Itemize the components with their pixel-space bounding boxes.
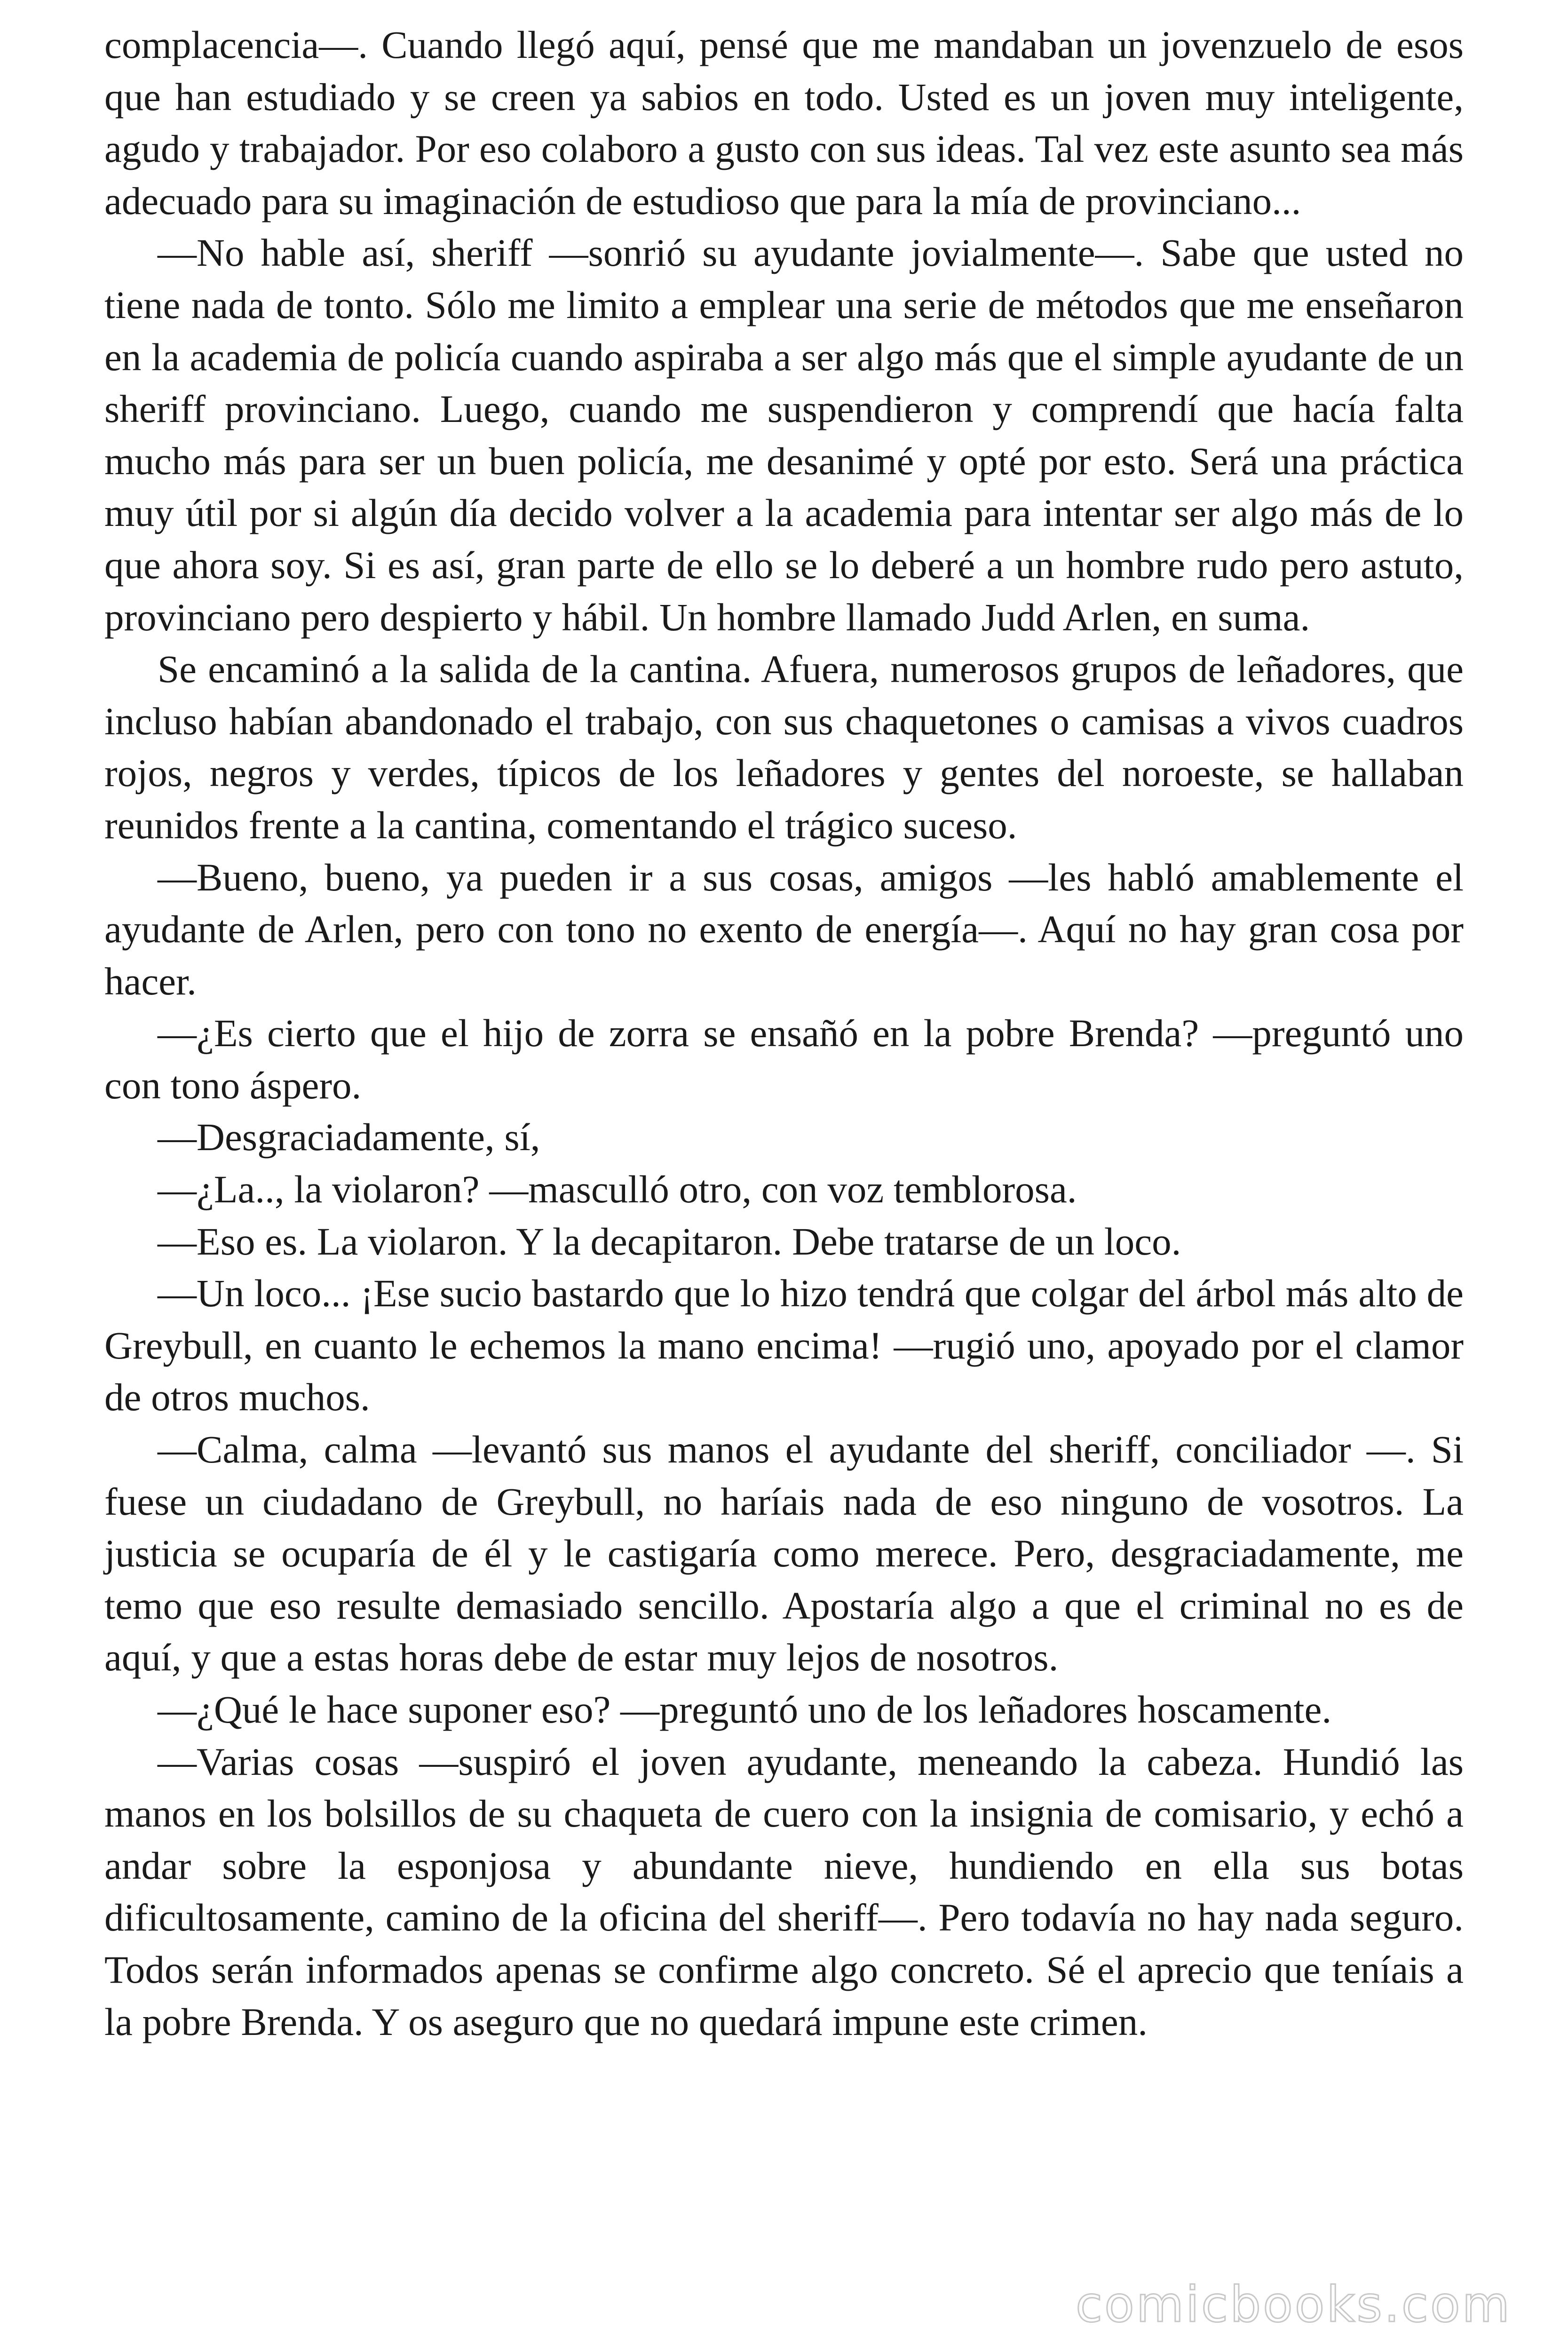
paragraph-9: —Un loco... ¡Ese sucio bastardo que lo hizo tendrá que colgar del árbol más alto de Greybull, en cuanto le echemos la mano encima! —rugió uno, apoyado por el clamor de otros muchos. [104,1271,1464,1419]
paragraph-2: —No hable así, sheriff —sonrió su ayudante jovialmente—. Sabe que usted no tiene nada de tonto. Sólo me limito a emplear una serie de métodos que me enseñaron en la academia de policía cuando aspiraba a ser algo más que el simple ayudante de un sheriff provinciano. Luego, cuando me suspendieron y comprendí que hacía falta mucho más para ser un buen policía, me desanimé y opté por esto. Será una práctica muy útil por si algún día decido volver a la academia para intentar ser algo más de lo que ahora soy. Si es así, gran parte de ello se lo deberé a un hombre rudo pero astuto, provinciano pero despierto y hábil. Un hombre llamado Judd Arlen, en suma. [104,231,1464,639]
paragraph-7: —¿La.., la violaron? —masculló otro, con voz temblorosa. [158,1168,1077,1211]
watermark-text: comicbooks.com [1075,2276,1512,2333]
paragraph-12: —Varias cosas —suspiró el joven ayudante, meneando la cabeza. Hundió las manos en los bolsillos de su chaqueta de cuero con la insignia de comisario, y echó a andar sobre la esponjosa y abundante nieve, hundiendo en ella sus botas dificultosamente, camino de la oficina del sheriff—. Pero todavía no hay nada seguro. Todos serán informados apenas se confirme algo concreto. Sé el aprecio que teníais a la pobre Brenda. Y os aseguro que no quedará impune este crimen. [104,1740,1464,2043]
paragraph-3: Se encaminó a la salida de la cantina. Afuera, numerosos grupos de leñadores, que incluso habían abandonado el trabajo, con sus chaquetones o camisas a vivos cuadros rojos, negros y verdes, típicos de los leñadores y gentes del noroeste, se hallaban reunidos frente a la cantina, comentando el trágico suceso. [104,647,1464,847]
paragraph-1: complacencia—. Cuando llegó aquí, pensé que me mandaban un jovenzuelo de esos que han estudiado y se creen ya sabios en todo. Usted es un joven muy inteligente, agudo y trabajador. Por eso colaboro a gusto con sus ideas. Tal vez este asunto sea más adecuado para su imaginación de estudioso que para la mía de provinciano... [104,23,1464,222]
paragraph-8: —Eso es. La violaron. Y la decapitaron. Debe tratarse de un loco. [158,1219,1181,1263]
paragraph-10: —Calma, calma —levantó sus manos el ayudante del sheriff, conciliador —. Si fuese un ciudadano de Greybull, no haríais nada de eso ninguno de vosotros. La justicia se ocuparía de él y le castigaría como merece. Pero, desgraciadamente, me temo que eso resulte demasiado sencillo. Apostaría algo a que el criminal no es de aquí, y que a estas horas debe de estar muy lejos de nosotros. [104,1428,1464,1679]
document-page [104,19,1464,2048]
paragraph-5: —¿Es cierto que el hijo de zorra se ensañó en la pobre Brenda? —preguntó uno con tono áspero. [104,1011,1464,1107]
paragraph-4: —Bueno, bueno, ya pueden ir a sus cosas, amigos —les habló amablemente el ayudante de Arlen, pero con tono no exento de energía—. Aquí no hay gran cosa por hacer. [104,855,1464,1003]
paragraph-11: —¿Qué le hace suponer eso? —preguntó uno de los leñadores hoscamente. [158,1688,1332,1731]
paragraph-6: —Desgraciadamente, sí, [158,1115,540,1159]
